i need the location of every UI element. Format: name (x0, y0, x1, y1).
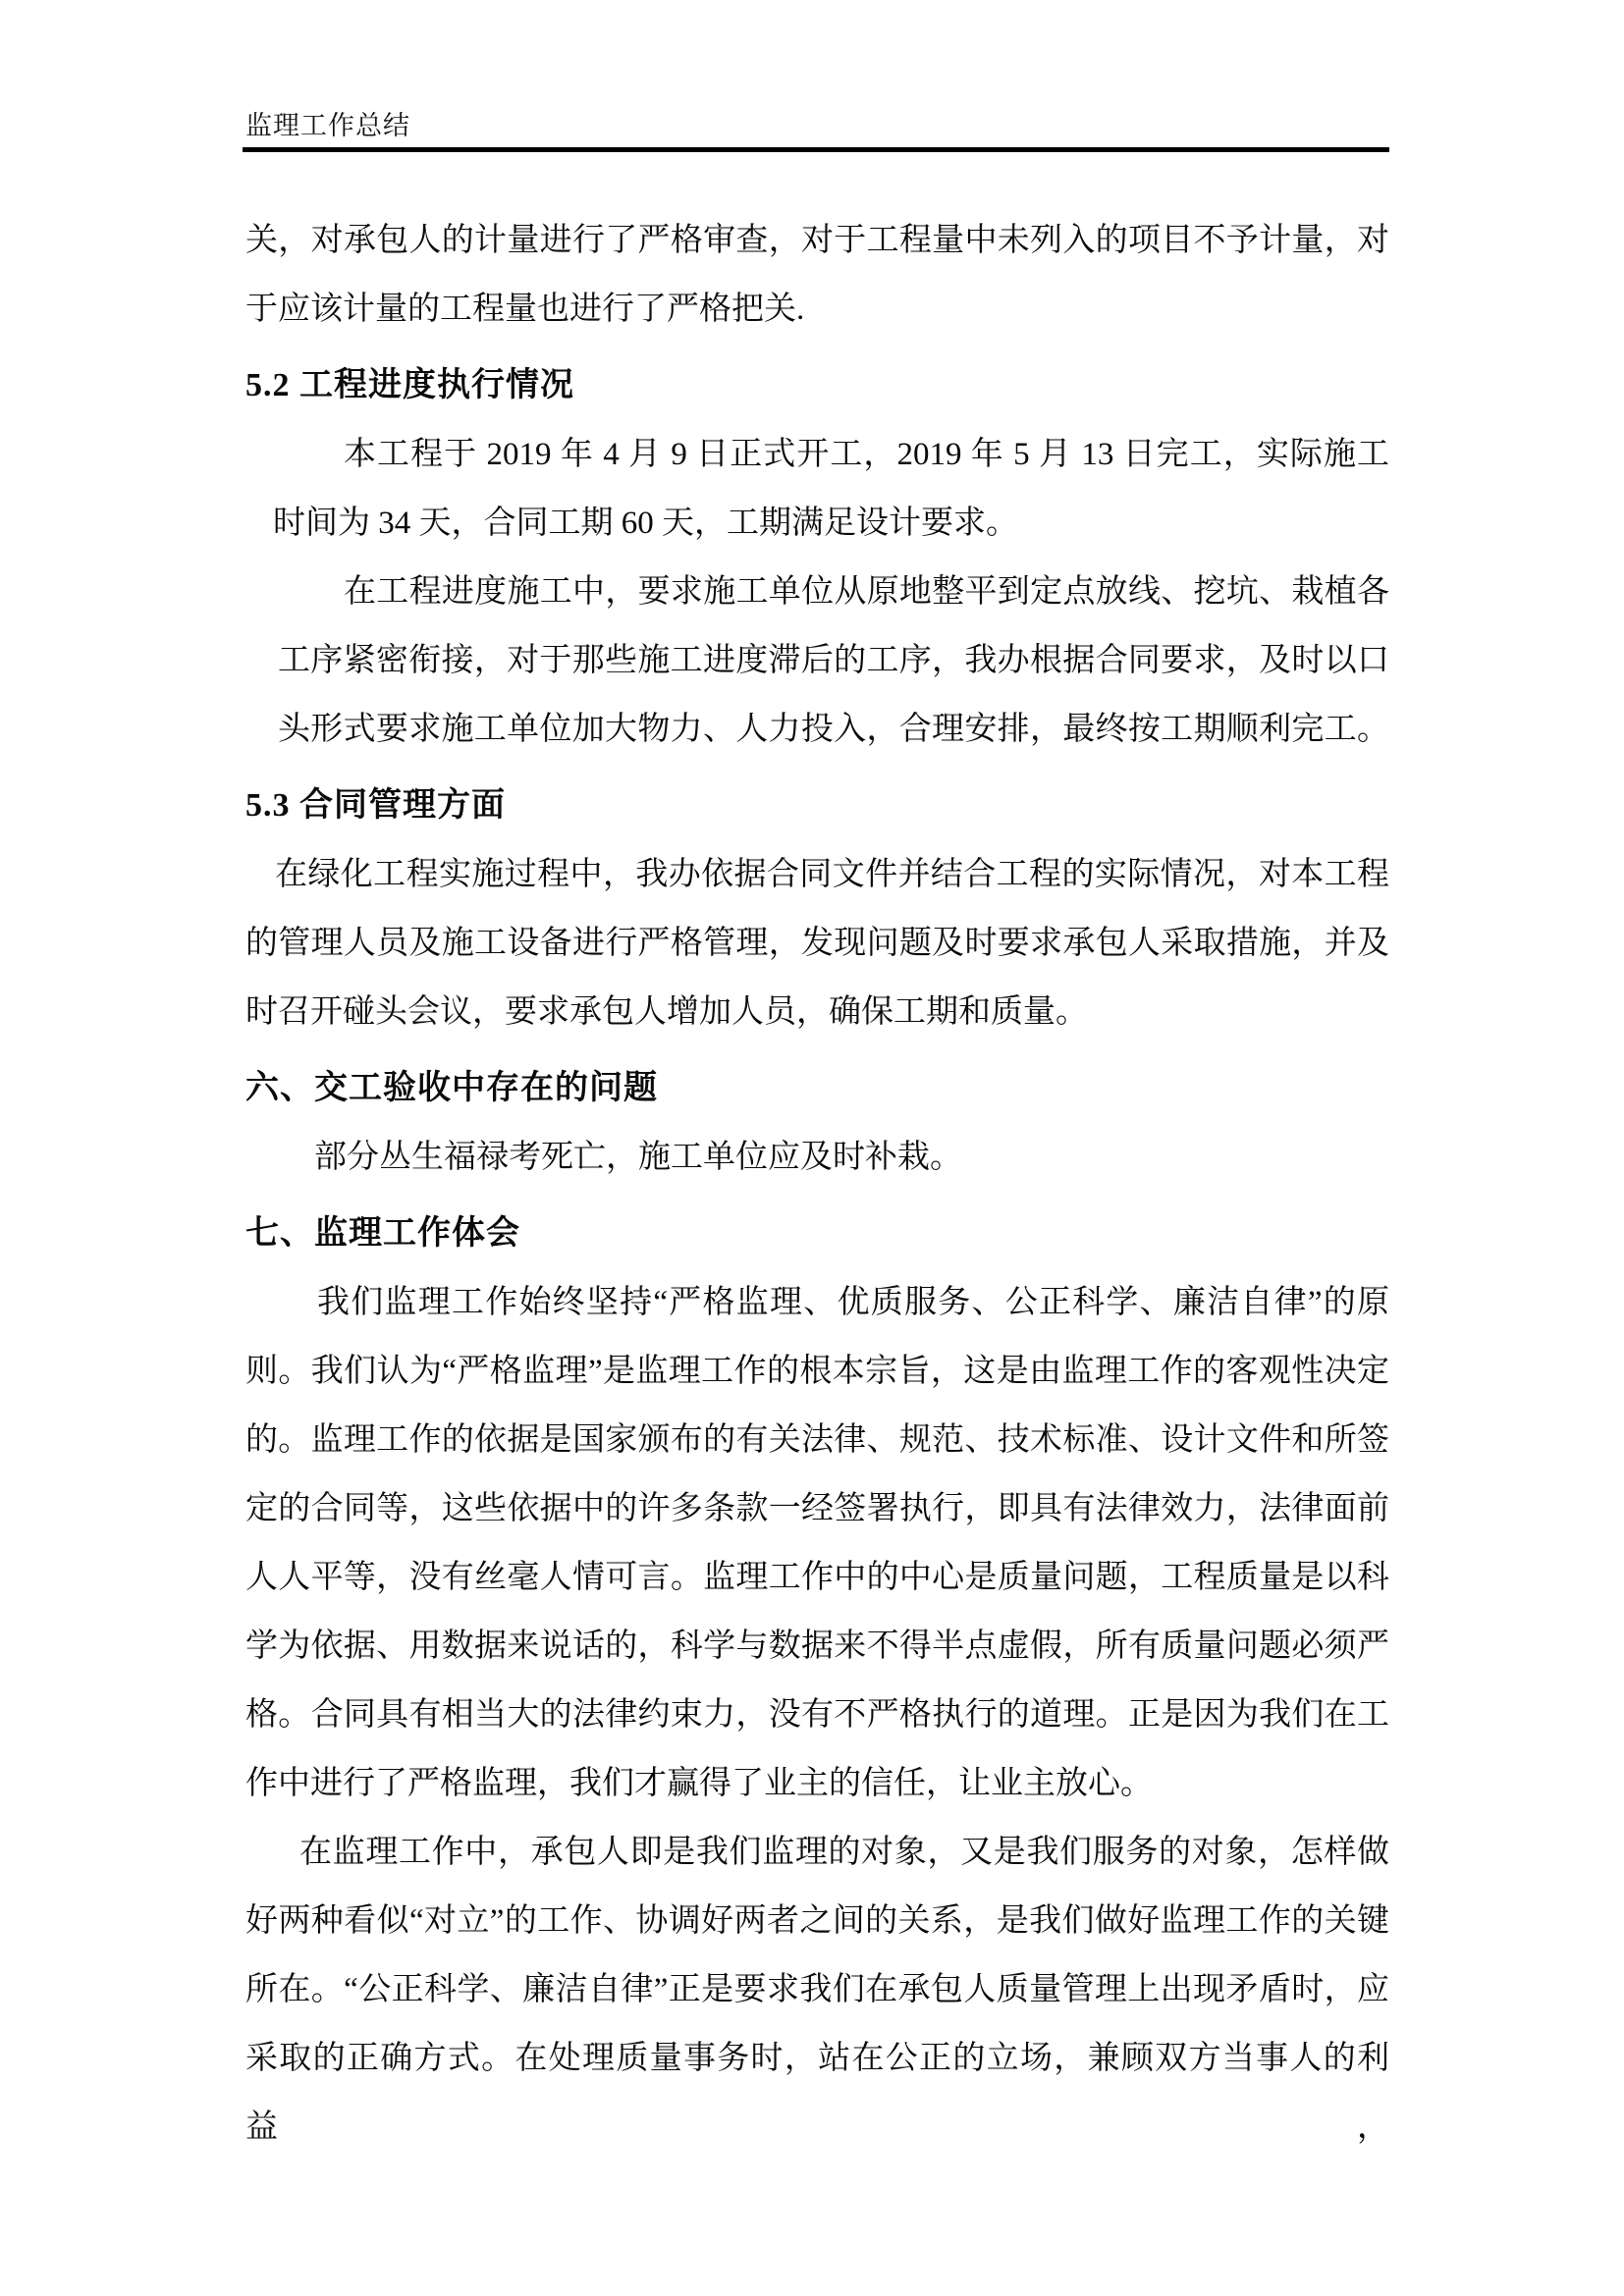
text-line: 时召开碰头会议，要求承包人增加人员，确保工期和质量。 (245, 994, 1088, 1030)
text-line: 在绿化工程实施过程中，我办依据合同文件并结合工程的实际情况，对本工程 (275, 857, 1389, 892)
text-line: 的管理人员及施工设备进行严格管理，发现问题及时要求承包人采取措施，并及 (245, 926, 1389, 961)
section-heading: 七、监理工作体会 (245, 1215, 520, 1252)
text-line: 在工程进度施工中，要求施工单位从原地整平到定点放线、挖坑、栽植各 (344, 574, 1389, 610)
text-line: 所在。“公正科学、廉洁自律”正是要求我们在承包人质量管理上出现矛盾时，应 (245, 1972, 1389, 2007)
text-line: 我们监理工作始终坚持“严格监理、优质服务、公正科学、廉洁自律”的原 (317, 1285, 1389, 1320)
text-line: 定的合同等，这些依据中的许多条款一经签署执行，即具有法律效力，法律面前 (245, 1491, 1389, 1526)
section-heading: 六、交工验收中存在的问题 (245, 1070, 658, 1106)
text-line: 作中进行了严格监理，我们才赢得了业主的信任，让业主放心。 (245, 1766, 1153, 1801)
document-body (245, 206, 1389, 2145)
text-line: 关，对承包人的计量进行了严格审查，对于工程量中未列入的项目不予计量，对 (245, 223, 1389, 258)
text-line: 在监理工作中，承包人即是我们监理的对象，又是我们服务的对象，怎样做 (299, 1835, 1389, 1870)
text-line: 头形式要求施工单位加大物力、人力投入，合理安排，最终按工期顺利完工。 (278, 712, 1389, 747)
text-line: 学为依据、用数据来说话的，科学与数据来不得半点虚假，所有质量问题必须严 (245, 1629, 1389, 1664)
section-heading: 5.2 工程进度执行情况 (245, 367, 574, 403)
text-line: 于应该计量的工程量也进行了严格把关. (245, 292, 805, 327)
text-line: 本工程于 2019 年 4 月 9 日正式开工，2019 年 5 月 13 日完工，实际施工 (344, 437, 1389, 472)
text-line: 时间为 34 天，合同工期 60 天，工期满足设计要求。 (273, 506, 1018, 541)
section-heading: 5.3 合同管理方面 (245, 787, 506, 824)
text-line: 好两种看似“对立”的工作、协调好两者之间的关系，是我们做好监理工作的关键 (245, 1903, 1389, 1939)
text-line: 工序紧密衔接，对于那些施工进度滞后的工序，我办根据合同要求，及时以口 (278, 643, 1389, 678)
text-line: 则。我们认为“严格监理”是监理工作的根本宗旨，这是由监理工作的客观性决定 (245, 1354, 1389, 1389)
text-line: 采取的正确方式。在处理质量事务时，站在公正的立场，兼顾双方当事人的利益， (245, 2041, 1389, 2145)
text-line: 部分丛生福禄考死亡，施工单位应及时补栽。 (314, 1140, 962, 1175)
text-line: 人人平等，没有丝毫人情可言。监理工作中的中心是质量问题，工程质量是以科 (245, 1560, 1389, 1595)
text-line: 的。监理工作的依据是国家颁布的有关法律、规范、技术标准、设计文件和所签 (245, 1422, 1389, 1458)
text-line: 格。合同具有相当大的法律约束力，没有不严格执行的道理。正是因为我们在工 (245, 1697, 1389, 1733)
running-header-title: 监理工作总结 (245, 111, 410, 140)
header-rule (243, 147, 1389, 152)
